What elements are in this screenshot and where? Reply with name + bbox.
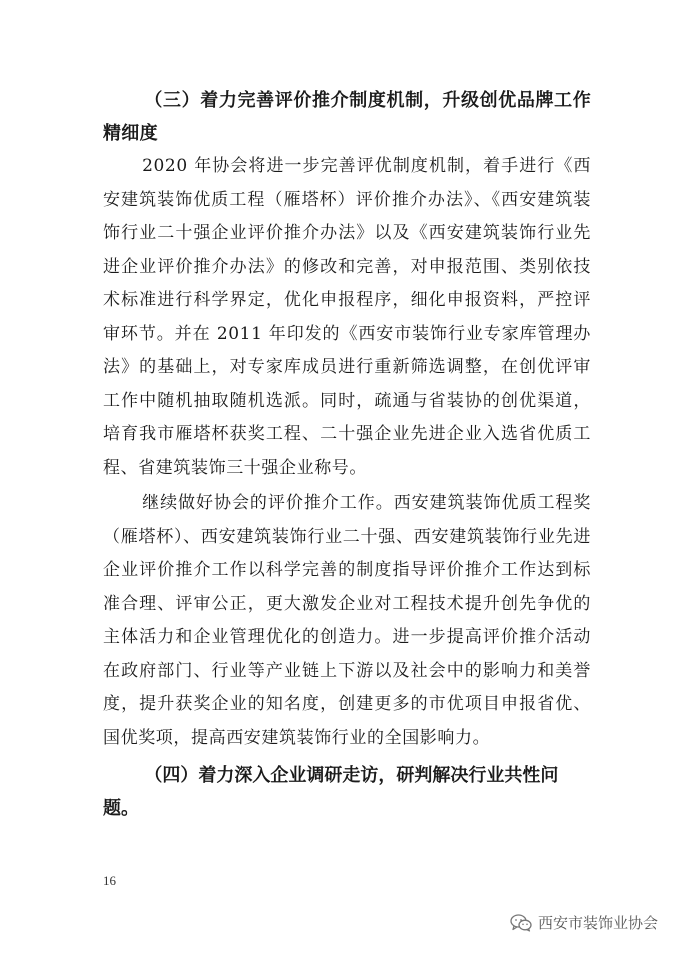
wechat-logo-icon (510, 914, 532, 932)
watermark-text: 西安市装饰业协会 (537, 914, 658, 932)
watermark (510, 912, 658, 933)
paragraph-evaluation-work: 继续做好协会的评价推介工作。西安建筑装饰优质工程奖（雁塔杯）、西安建筑装饰行业二十强、西安建筑装饰行业先进企业评价推介工作以科学完善的制度指导评价推介工作达到标准合理、评审公正，更大激发企业对工程技术提升创先争优的主体活力和企业管理优化的创造力。进一步提高评价推介活动在政府部门、行业等产业链上下游以及社会中的影响力和美誉度，提升获奖企业的知名度，创建更多的市优项目申报省优、国优奖项，提高西安建筑装饰行业的全国影响力。 (103, 493, 591, 748)
document-body (103, 84, 591, 825)
section-heading-three: （三）着力完善评价推介制度机制，升级创优品牌工作精细度 (103, 90, 591, 144)
section-heading-four: （四）着力深入企业调研走访，研判解决行业共性问题。 (103, 765, 559, 819)
paragraph-evaluation-mechanism: 2020 年协会将进一步完善评优制度机制，着手进行《西安建筑装饰优质工程（雁塔杯）评价推介办法》、《西安建筑装饰行业二十强企业评价推介办法》以及《西安建筑装饰行业先进企业评价推介办法》的修改和完善，对申报范围、类别依技术标准进行科学界定，优化申报程序，细化申报资料，严控评审环节。并在 2011 年印发的《西安市装饰行业专家库管理办法》的基础上，对专家库成员进行重新筛选调整，在创优评审工作中随机抽取随机选派。同时，疏通与省装协的创优渠道，培育我市雁塔杯获奖工程、二十强企业先进企业入选省优质工程、省建筑装饰三十强企业称号。 (103, 156, 591, 478)
page-number: 16 (103, 873, 116, 888)
